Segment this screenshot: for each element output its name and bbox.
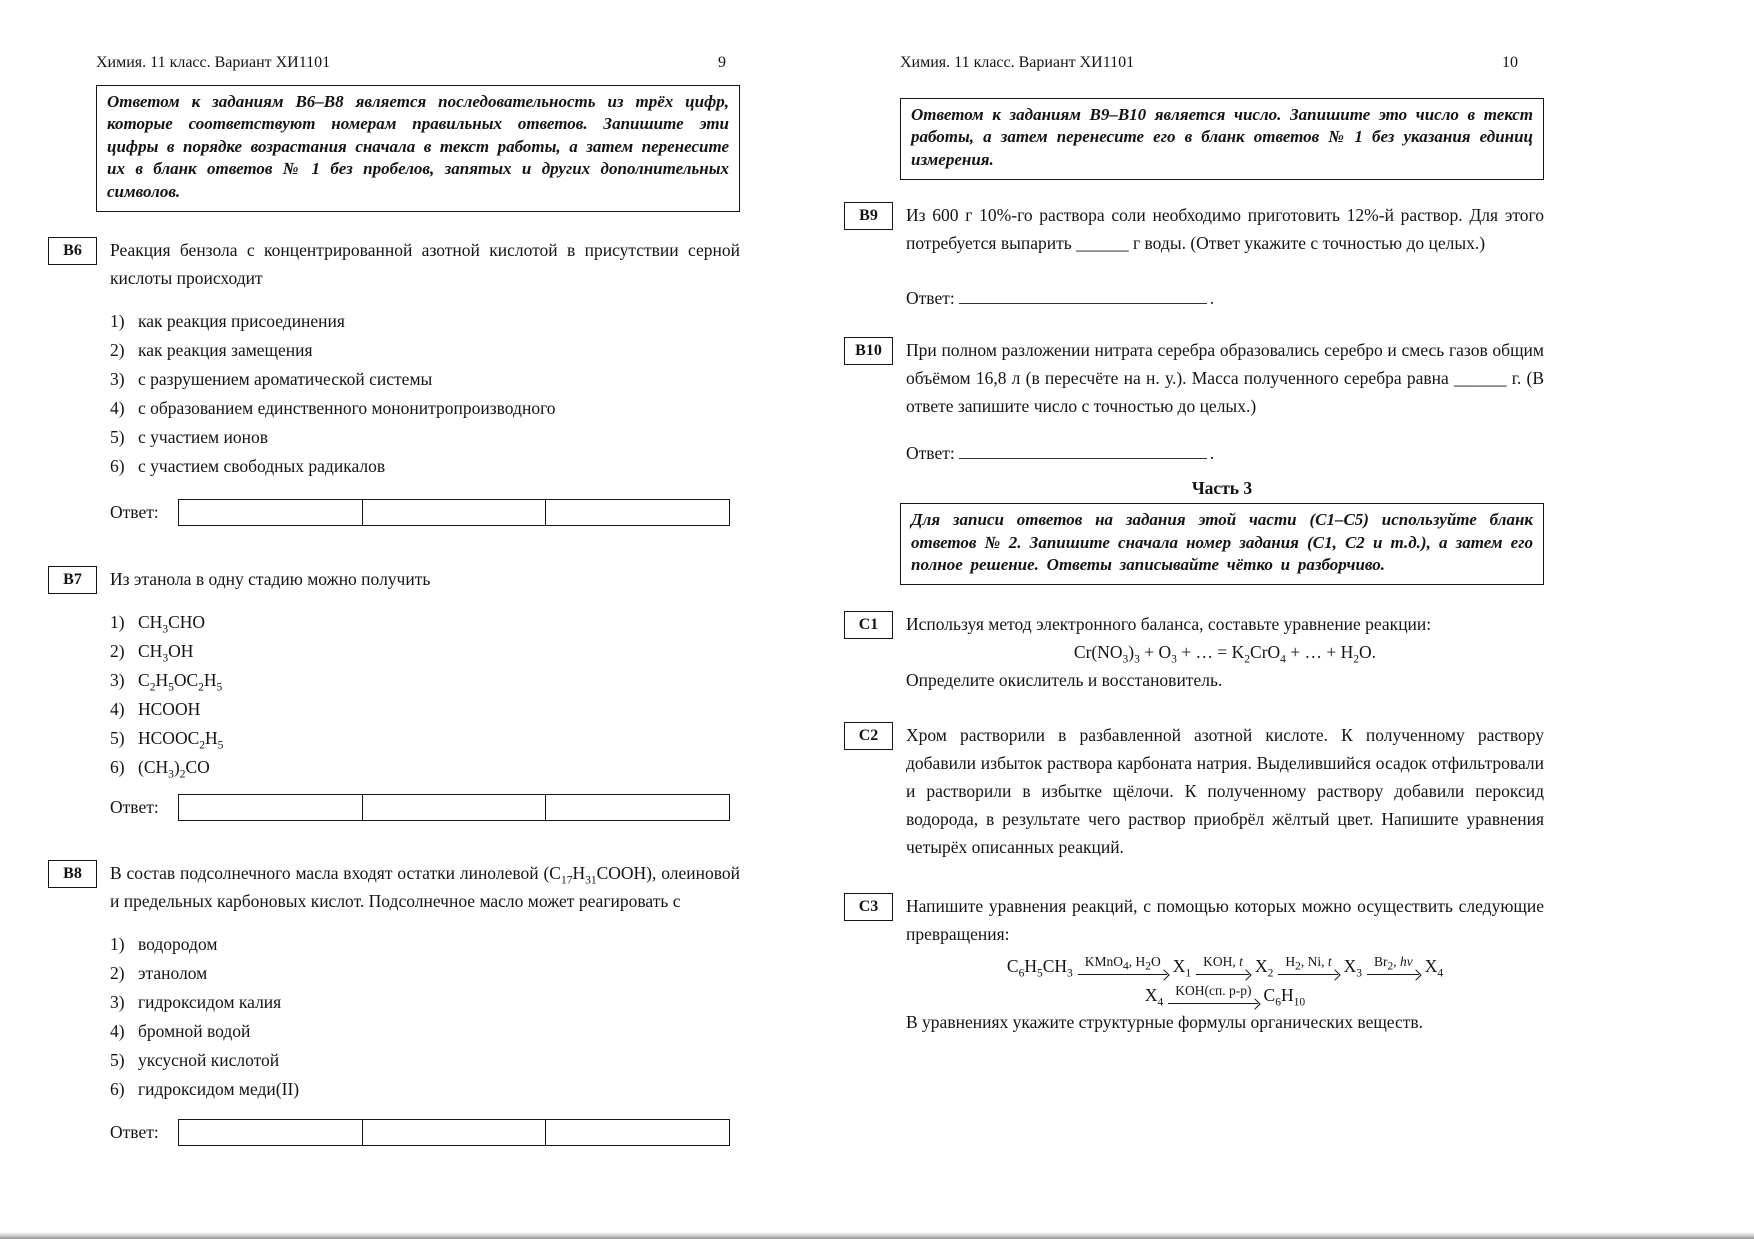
task-c1 <box>844 610 1544 694</box>
option-row <box>110 988 740 1017</box>
option-text: $CH_3CHO$ <box>138 612 206 636</box>
option-row <box>110 336 740 365</box>
arrow-icon <box>1078 970 1168 979</box>
answer-label: Ответ: <box>906 443 955 464</box>
task-stem-c1-tail: Определите окислитель и восстановитель. <box>906 670 1223 691</box>
task-label-b7: В7 <box>48 566 97 594</box>
option-row <box>110 666 740 695</box>
task-stem-c3: Напишите уравнения реакций, с помощью которых можно осуществить следующие превращения: <box>906 896 1544 945</box>
option-text: с участием свободных радикалов <box>138 456 386 477</box>
answer-blank-line <box>959 287 1207 304</box>
option-text: бромной водой <box>138 1021 251 1042</box>
option-row <box>110 608 740 637</box>
option-row <box>110 423 740 452</box>
option-number: 2) <box>110 963 125 984</box>
chemical-formula: $C_6H_{10}$ <box>1263 985 1306 1009</box>
option-number: 5) <box>110 1050 125 1071</box>
answer-label: Ответ: <box>110 502 159 523</box>
reaction-scheme-row-2 <box>906 982 1544 1008</box>
options-list-b7 <box>110 608 740 782</box>
answer-cell <box>179 795 363 820</box>
option-number: 2) <box>110 641 125 662</box>
task-b10 <box>844 336 1544 467</box>
option-text: гидроксидом калия <box>138 992 282 1013</box>
answer-cell <box>546 795 729 820</box>
option-text: с образованием единственного мононитропроизводного <box>138 398 556 419</box>
option-text: как реакция присоединения <box>138 311 345 332</box>
reaction-condition: KMnO$_4$, $H_2O$ <box>1084 954 1161 974</box>
option-number: 6) <box>110 456 125 477</box>
answer-cell <box>546 1120 729 1145</box>
task-stem-b8: В состав подсолнечного масла входят остатки линолевой $(C_{17}H_{31}COOH)$, олеиновой и предельных карбоновых кислот. Подсолнечное масло может реагировать с <box>110 863 740 912</box>
answer-row-b7 <box>110 793 740 821</box>
task-label-b6: В6 <box>48 237 97 265</box>
page-number: 9 <box>718 54 726 71</box>
option-number: 1) <box>110 612 125 633</box>
instruction-box-part3: Для записи ответов на задания этой части (С1–С5) используйте бланк ответов № 2. Запишите сначала номер задания (С1, С2 и т.д.), а затем его полное решение. Ответы записывайте чётко и разборчиво. <box>900 503 1544 585</box>
options-list-b8 <box>110 930 740 1104</box>
task-stem-c1: Используя метод электронного баланса, составьте уравнение реакции: <box>906 614 1432 635</box>
option-row <box>110 1017 740 1046</box>
page-number: 10 <box>1502 54 1518 71</box>
option-row <box>110 365 740 394</box>
chemical-formula: $X_1$ <box>1172 956 1192 980</box>
answer-cell <box>546 500 729 525</box>
task-stem-b7: Из этанола в одну стадию можно получить <box>110 569 431 590</box>
options-list-b6 <box>110 307 740 481</box>
task-label-b9: В9 <box>844 202 893 230</box>
task-body-b6 <box>110 236 740 526</box>
option-number: 3) <box>110 369 125 390</box>
option-number: 6) <box>110 1079 125 1100</box>
option-number: 5) <box>110 728 125 749</box>
option-text: водородом <box>138 934 218 955</box>
option-text: $C_2H_5OC_2H_5$ <box>138 670 223 694</box>
arrow-icon <box>1168 999 1258 1008</box>
option-row <box>110 637 740 666</box>
option-number: 6) <box>110 757 125 778</box>
task-label-c3: С3 <box>844 893 893 921</box>
option-text: уксусной кислотой <box>138 1050 280 1071</box>
task-label-c2: С2 <box>844 722 893 750</box>
chemical-formula: $C_6H_5CH_3$ <box>1006 956 1073 980</box>
page-title: Химия. 11 класс. Вариант ХИ1101 <box>900 54 1135 71</box>
task-body-c3 <box>906 892 1544 1036</box>
reaction-condition: $H_2$, Ni, t <box>1285 954 1332 974</box>
option-text: $(CH_3)_2CO$ <box>138 757 210 781</box>
task-body-b8 <box>110 859 740 1146</box>
answer-label: Ответ: <box>906 288 955 309</box>
option-number: 1) <box>110 311 125 332</box>
answer-row-b10 <box>906 439 1544 467</box>
part-3-heading: Часть 3 <box>1191 478 1253 499</box>
page-header <box>900 54 1544 72</box>
arrow-icon <box>1278 970 1338 979</box>
option-row <box>110 930 740 959</box>
answer-cell <box>363 1120 547 1145</box>
scan-edge-shadow <box>0 1232 1754 1239</box>
reaction-condition: KOH(сп. р-р) <box>1175 983 1252 999</box>
option-row <box>110 753 740 782</box>
answer-suffix: . <box>1209 288 1215 309</box>
option-number: 4) <box>110 1021 125 1042</box>
reaction-arrow <box>1367 953 1420 979</box>
chemical-equation-c1: $Cr(NO_3)_3 + O_3$ + … = $K_2CrO_4$ + … + $H_2O$. <box>1073 642 1377 666</box>
task-body-c1 <box>906 610 1544 694</box>
reaction-condition: $Br_2$, hν <box>1373 954 1413 974</box>
answer-row-b9 <box>906 284 1544 312</box>
task-body-c2 <box>906 721 1544 861</box>
option-text: $CH_3OH$ <box>138 641 194 665</box>
option-text: с разрушением ароматической системы <box>138 369 433 390</box>
option-number: 2) <box>110 340 125 361</box>
answer-grid-b6 <box>178 499 730 526</box>
option-row <box>110 394 740 423</box>
option-row <box>110 307 740 336</box>
option-number: 4) <box>110 398 125 419</box>
answer-label: Ответ: <box>110 797 159 818</box>
task-stem-b9: Из 600 г 10%-го раствора соли необходимо приготовить 12%-й раствор. Для этого потребуется выпарить ______ г воды. (Ответ укажите с точностью до целых.) <box>906 205 1544 254</box>
chemical-formula: $X_4$ <box>1424 956 1444 980</box>
task-stem-c2: Хром растворили в разбавленной азотной кислоте. К полученному раствору добавили избыток раствора карбоната натрия. Выделившийся осадок отфильтровали и растворили в избытке щёлочи. К полученному раствору добавили пероксид водорода, в результате чего раствор приобрёл жёлтый цвет. Напишите уравнения четырёх описанных реакций. <box>906 725 1544 858</box>
option-number: 5) <box>110 427 125 448</box>
answer-blank-line <box>959 442 1207 459</box>
option-number: 1) <box>110 934 125 955</box>
arrow-icon <box>1367 970 1420 979</box>
answer-grid-b8 <box>178 1119 730 1146</box>
option-row <box>110 452 740 481</box>
option-row <box>110 724 740 753</box>
instruction-box-b6-b8: Ответом к заданиям В6–В8 является последовательность из трёх цифр, которые соответствуют номерам правильных ответов. Запишите эти цифры в порядке возрастания сначала в текст работы, а затем перенесите их в бланк ответов № 1 без пробелов, запятых и других дополнительных символов. <box>96 85 740 212</box>
option-row <box>110 959 740 988</box>
answer-cell <box>363 795 547 820</box>
arrow-icon <box>1196 970 1250 979</box>
option-text: как реакция замещения <box>138 340 313 361</box>
task-b8 <box>48 859 740 1146</box>
answer-cell <box>363 500 547 525</box>
chemical-formula: $X_2$ <box>1254 956 1274 980</box>
answer-row-b6 <box>110 498 740 526</box>
option-text: с участием ионов <box>138 427 268 448</box>
exam-page-10 <box>844 0 1544 1036</box>
task-b6 <box>48 236 740 526</box>
option-text: HCOOH <box>138 699 201 720</box>
task-label-b8: В8 <box>48 860 97 888</box>
reaction-condition: KOH, t <box>1203 954 1243 970</box>
answer-grid-b7 <box>178 794 730 821</box>
answer-cell <box>179 500 363 525</box>
reaction-arrow <box>1278 953 1338 979</box>
page-header <box>96 54 740 72</box>
option-text: этанолом <box>138 963 208 984</box>
task-stem-b10: При полном разложении нитрата серебра образовались серебро и смесь газов общим объёмом 16,8 л (в пересчёте на н. у.). Масса полученного серебра равна ______ г. (В ответе запишите число с точностью до целых.) <box>906 340 1544 417</box>
task-b9 <box>844 201 1544 312</box>
reaction-arrow <box>1168 982 1258 1008</box>
option-number: 3) <box>110 670 125 691</box>
reaction-scheme-row-1 <box>906 953 1544 979</box>
option-text: гидроксидом меди(II) <box>138 1079 300 1100</box>
instruction-box-b9-b10: Ответом к заданиям В9–В10 является число. Запишите это число в текст работы, а затем перенесите его в бланк ответов № 1 без указания единиц измерения. <box>900 98 1544 180</box>
option-text: $HCOOC_2H_5$ <box>138 728 224 752</box>
option-row <box>110 1046 740 1075</box>
answer-cell <box>179 1120 363 1145</box>
task-b7 <box>48 565 740 821</box>
task-body-b10 <box>906 336 1544 467</box>
reaction-arrow <box>1196 953 1250 979</box>
option-row <box>110 695 740 724</box>
chemical-formula: $X_3$ <box>1343 956 1362 980</box>
chemical-formula: $X_4$ <box>1144 985 1164 1009</box>
task-stem-c3-tail: В уравнениях укажите структурные формулы органических веществ. <box>906 1012 1424 1033</box>
task-label-c1: С1 <box>844 611 893 639</box>
page-title: Химия. 11 класс. Вариант ХИ1101 <box>96 54 331 71</box>
task-stem-b6: Реакция бензола с концентрированной азотной кислотой в присутствии серной кислоты происходит <box>110 240 740 289</box>
exam-page-9 <box>48 0 740 1146</box>
task-c2 <box>844 721 1544 861</box>
option-number: 3) <box>110 992 125 1013</box>
answer-suffix: . <box>1209 443 1215 464</box>
task-body-b7 <box>110 565 740 821</box>
task-c3 <box>844 892 1544 1036</box>
task-body-b9 <box>906 201 1544 312</box>
task-label-b10: В10 <box>844 337 893 365</box>
answer-row-b8 <box>110 1118 740 1146</box>
option-row <box>110 1075 740 1104</box>
answer-label: Ответ: <box>110 1122 159 1143</box>
option-number: 4) <box>110 699 125 720</box>
reaction-arrow <box>1078 953 1168 979</box>
